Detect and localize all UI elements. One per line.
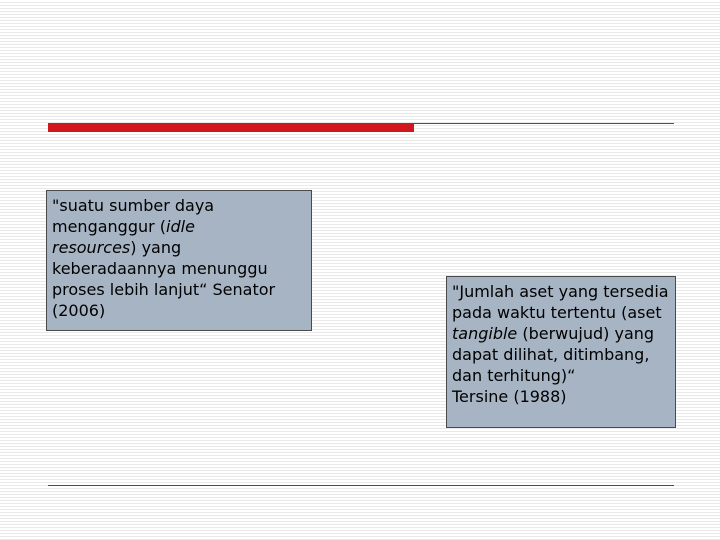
quote-tersine-part-2: (berwujud) yang dapat dilihat, ditimbang, dan terhitung)“ [452, 324, 655, 385]
quote-tersine-tangible: tangible [452, 324, 518, 343]
quote-tersine-part-1: "Jumlah aset yang tersedia pada waktu tertentu (aset [452, 282, 669, 322]
title-accent-bar [48, 123, 414, 132]
quote-senator-resources: resources [52, 238, 131, 257]
quote-box-tersine [446, 276, 676, 428]
quote-box-senator [46, 190, 312, 331]
quote-senator-part-1: "suatu sumber daya menganggur ( [52, 196, 215, 236]
quote-tersine-source: Tersine (1988) [452, 387, 567, 406]
quote-text-senator [52, 195, 308, 321]
footer-divider-line [48, 485, 674, 486]
quote-senator-part-2: ) yang keberadaannya menunggu proses lebih lanjut“ Senator (2006) [52, 238, 276, 320]
quote-senator-idle: idle [166, 217, 195, 236]
quote-text-tersine [452, 281, 672, 407]
title-divider-line [414, 123, 674, 124]
